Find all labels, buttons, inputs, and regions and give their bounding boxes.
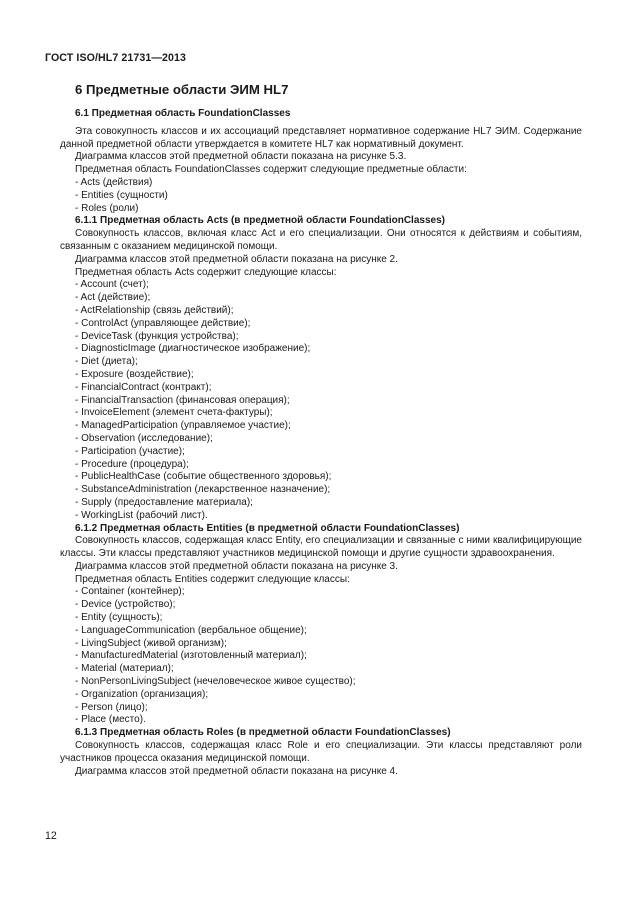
subsection-6-1-1-paragraph-3: Предметная область Acts содержит следующие классы: [75,266,337,278]
list-item: - WorkingList (рабочий лист). [75,509,208,521]
list-item: - Container (контейнер); [75,586,185,598]
list-item: - Roles (роли) [75,202,139,214]
subsection-6-1-paragraph-3: Предметная область FoundationClasses содержит следующие предметные области: [75,164,467,176]
list-item: - Supply (предоставление материала); [75,496,253,508]
list-item: - Exposure (воздействие); [75,368,194,380]
list-item: - Organization (организация); [75,688,209,700]
list-item: - Entities (сущности) [75,189,168,201]
subsection-6-1-3-paragraph-1: Совокупность классов, содержащая класс Role и его специализации. Эти классы представляют роли участников процесса оказания медицинской помощи. [60,740,582,764]
section-title: 6 Предметные области ЭИМ HL7 [75,82,289,97]
list-item: - Person (лицо); [75,701,148,713]
list-item: - Act (действие); [75,292,151,304]
document-header: ГОСТ ISO/HL7 21731—2013 [45,52,186,64]
list-item: - PublicHealthCase (событие общественного здоровья); [75,471,332,483]
subsection-6-1-3-paragraph-2: Диаграмма классов этой предметной области показана на рисунке 4. [75,765,398,777]
subsection-6-1-2-paragraph-3: Предметная область Entities содержит следующие классы: [75,573,350,585]
list-item: - ManagedParticipation (управляемое участие); [75,420,291,432]
subsection-6-1-1-list [60,279,582,522]
page-number: 12 [45,830,57,842]
list-item: - Acts (действия) [75,176,153,188]
subsection-6-1-2-paragraph-1: Совокупность классов, содержащая класс Entity, его специализации и связанные с ними квалифицирующие классы. Эти классы представляют участников медицинской помощи и другие сущности здравоохранения. [60,535,582,560]
list-item: - Device (устройство); [75,599,176,611]
list-item: - Entity (сущность); [75,612,163,624]
subsection-6-1-2-paragraph-2: Диаграмма классов этой предметной области показана на рисунке 3. [75,560,398,572]
list-item: - DeviceTask (функция устройства); [75,330,239,342]
subsection-6-1-paragraph-2: Диаграмма классов этой предметной области показана на рисунке 5.3. [75,151,407,163]
list-item: - ManufacturedMaterial (изготовленный материал); [75,650,307,662]
subsection-6-1-1-title: 6.1.1 Предметная область Acts (в предметной области FoundationClasses) [75,215,445,227]
list-item: - Account (счет); [75,279,149,291]
list-item: - Observation (исследование); [75,432,213,444]
subsection-6-1-title: 6.1 Предметная область FoundationClasses [75,108,291,119]
list-item: - ControlAct (управляющее действие); [75,317,251,329]
subsection-6-1-paragraph-1: Эта совокупность классов и их ассоциаций представляет нормативное содержание HL7 ЭИМ. Содержание данной предметной области утверждается в комитете HL7 как нормативный документ. [60,125,582,150]
list-item: - Material (материал); [75,663,174,675]
subsection-6-1-1-paragraph-1: Совокупность классов, включая класс Act и его специализации. Они относятся к действиям и событиям, связанным с оказанием медицинской помощи. [60,228,582,252]
subsection-6-1-3-title: 6.1.3 Предметная область Roles (в предметной области FoundationClasses) [75,727,451,739]
subsection-6-1-2-list [60,586,582,727]
list-item: - Place (место). [75,714,146,726]
list-item: - Procedure (процедура); [75,458,189,470]
list-item: - NonPersonLivingSubject (нечеловеческое живое существо); [75,676,356,688]
list-item: - FinancialTransaction (финансовая операция); [75,394,290,406]
list-item: - Diet (диета); [75,356,138,368]
list-item: - LanguageCommunication (вербальное общение); [75,624,307,636]
subsection-6-1-2-title: 6.1.2 Предметная область Entities (в предметной области FoundationClasses) [75,522,460,534]
subsection-6-1-1-paragraph-2: Диаграмма классов этой предметной области показана на рисунке 2. [75,253,398,265]
list-item: - FinancialContract (контракт); [75,381,212,393]
list-item: - ActRelationship (связь действий); [75,304,234,316]
list-item: - SubstanceAdministration (лекарственное назначение); [75,484,331,496]
list-item: - DiagnosticImage (диагностическое изображение); [75,343,311,355]
list-item: - InvoiceElement (элемент счета-фактуры); [75,407,273,419]
document-body [60,108,582,778]
list-item: - LivingSubject (живой организм); [75,637,227,649]
subsection-6-1-list [60,177,582,215]
list-item: - Participation (участие); [75,445,185,457]
